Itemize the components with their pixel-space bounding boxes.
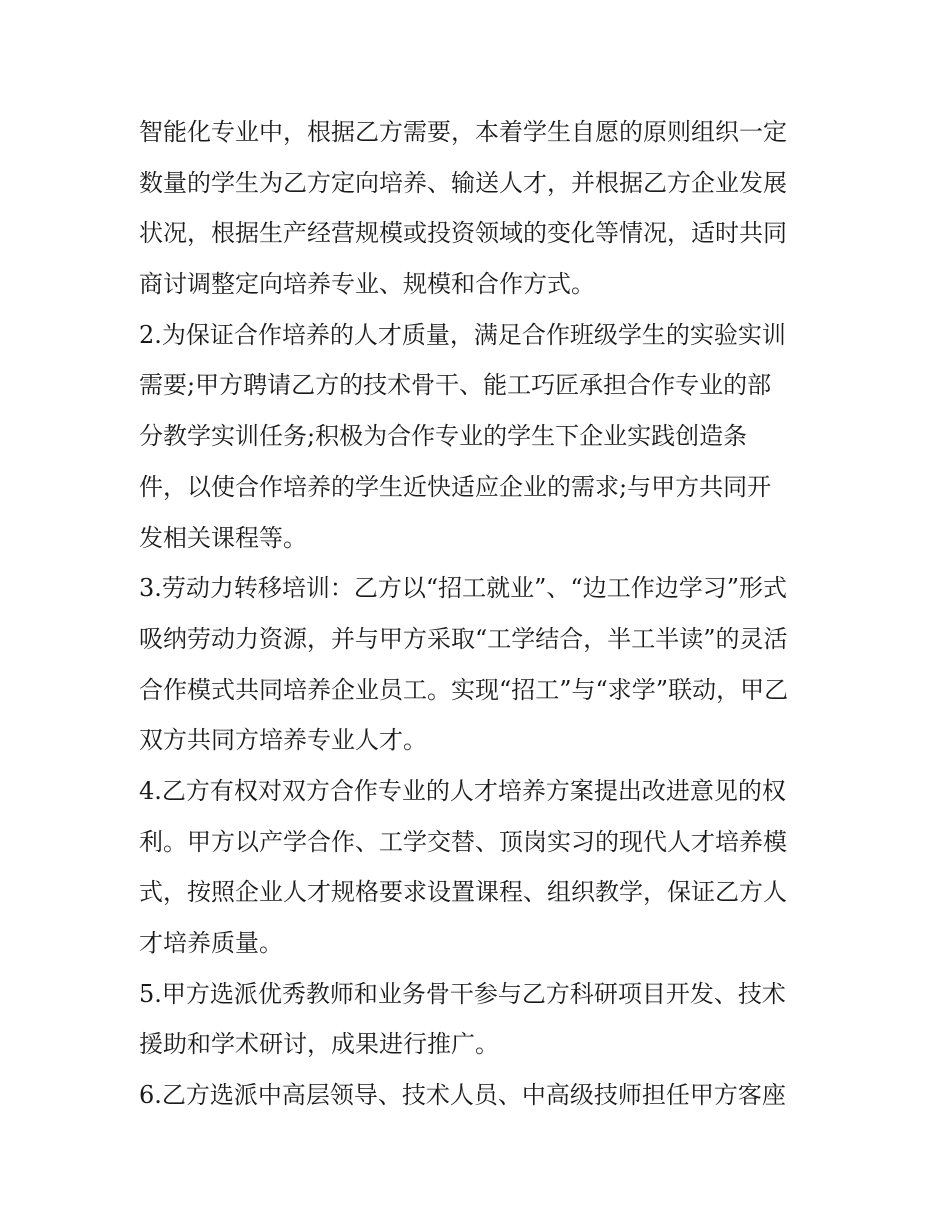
text-line: 状况，根据生产经营规模或投资领域的变化等情况，适时共同 <box>139 219 787 248</box>
text-line: 双方共同方培养专业人才。 <box>139 726 427 755</box>
text-line: 利。甲方以产学合作、工学交替、顶岗实习的现代人才培养模 <box>139 827 787 856</box>
text-line: 6.乙方选派中高层领导、技术人员、中高级技师担任甲方客座 <box>139 1081 786 1110</box>
text-line: 4.乙方有权对双方合作专业的人才培养方案提出改进意见的权 <box>139 776 786 805</box>
text-line: 件，以使合作培养的学生近快适应企业的需求;与甲方共同开 <box>139 472 772 501</box>
text-line: 2.为保证合作培养的人才质量，满足合作班级学生的实验实训 <box>139 320 786 349</box>
text-line: 式，按照企业人才规格要求设置课程、组织教学，保证乙方人 <box>139 878 787 907</box>
text-line: 5.甲方选派优秀教师和业务骨干参与乙方科研项目开发、技术 <box>139 979 786 1008</box>
text-line: 需要;甲方聘请乙方的技术骨干、能工巧匠承担合作专业的部 <box>139 371 772 400</box>
text-line: 分教学实训任务;积极为合作专业的学生下企业实践创造条 <box>139 422 748 451</box>
text-line: 吸纳劳动力资源，并与甲方采取“工学结合，半工半读”的灵活 <box>139 624 788 653</box>
text-line: 智能化专业中，根据乙方需要，本着学生自愿的原则组织一定 <box>139 118 787 146</box>
document-body <box>139 107 819 1121</box>
text-line: 商讨调整定向培养专业、规模和合作方式。 <box>139 270 595 299</box>
text-line: 数量的学生为乙方定向培养、输送人才，并根据乙方企业发展 <box>139 168 787 197</box>
text-line: 援助和学术研讨，成果进行推广。 <box>139 1030 499 1059</box>
text-line: 才培养质量。 <box>139 929 283 957</box>
text-line: 发相关课程等。 <box>139 523 307 552</box>
text-line: 3.劳动力转移培训：乙方以“招工就业”、“边工作边学习”形式 <box>139 574 787 603</box>
text-line: 合作模式共同培养企业员工。实现“招工”与“求学”联动，甲乙 <box>139 675 789 704</box>
